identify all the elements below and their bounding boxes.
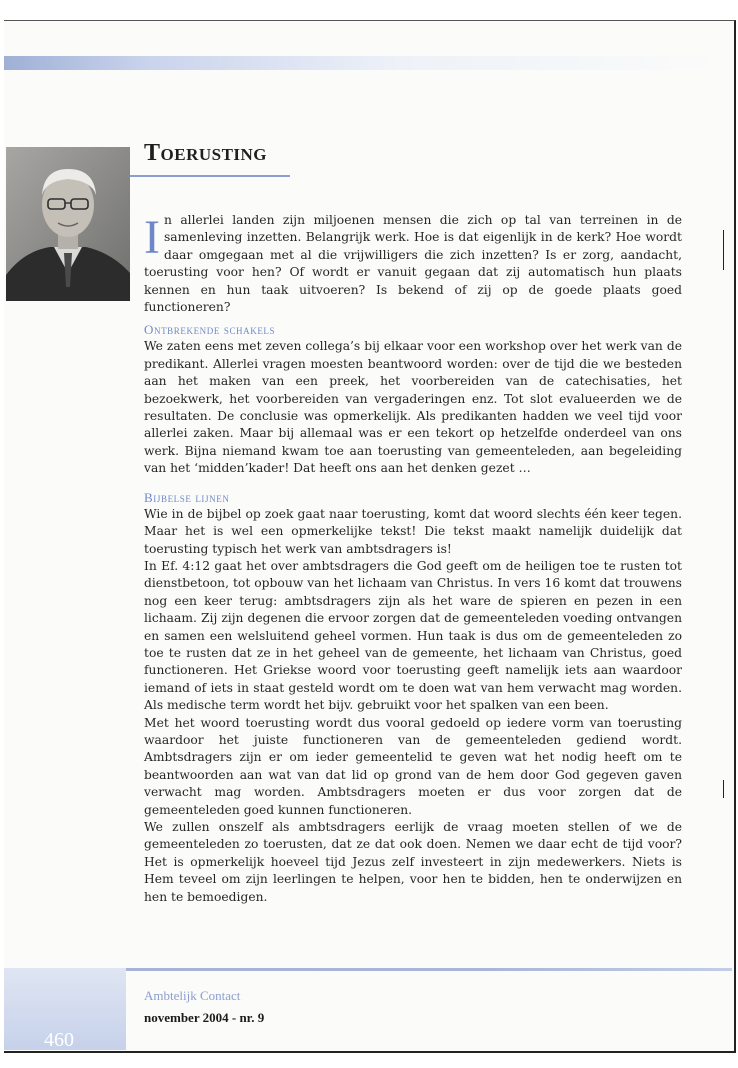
author-portrait — [6, 147, 130, 301]
margin-mark — [723, 780, 724, 798]
article-title: Toerusting — [144, 140, 268, 166]
section-paragraph: We zullen onszelf als ambtsdragers eerlijk de vraag moeten stellen of we de gemeenteleden zo toerusten, dat ze dat ook doen. Nemen we daar echt de tijd voor? Het is opmerkelijk hoeveel tijd Jezus zelf investeert in zijn medewerkers. Niets is Hem teveel om zijn leerlingen te helpen, voor hen te bidden, hen te onderwijzen en hen te bemoedigen. — [144, 820, 682, 904]
section-heading-ontbrekende-schakels: Ontbrekende schakels — [144, 322, 276, 338]
article-body — [144, 212, 682, 906]
intro-paragraph — [144, 212, 682, 316]
section-heading-bijbelse-lijnen: Bijbelse lijnen — [144, 489, 230, 505]
section-paragraph: In Ef. 4:12 gaat het over ambtsdragers die God geeft om de heiligen toe te rusten tot dienstbetoon, tot opbouw van het lichaam van Christus. In vers 16 komt dat trouwens nog een keer terug: ambtsdragers zijn als het ware de spieren en pezen in een lichaam. Zij zijn degenen die ervoor zorgen dat de gemeenteleden voeding ontvangen en samen een welsluitend geheel vormen. Hun taak is dus om de gemeenteleden zo toe te rusten dat ze in het geheel van de gemeente, het lichaam van Christus, goed functioneren. Het Griekse woord voor toerusting geeft namelijk iets aan waardoor iemand of iets in staat gesteld wordt om te doen wat van hem verwacht mag worden. Als medische term wordt het bijv. gebruikt voor het spalken van een been. — [144, 558, 682, 713]
drop-cap: I — [144, 211, 160, 264]
section-paragraph: Met het woord toerusting wordt dus vooral gedoeld op iedere vorm van toerusting waardoor het juiste functioneren van de gemeenteleden gediend wordt. Ambtsdragers zijn er om ieder gemeentelid te geven wat het nodig heeft om te beantwoorden aan wat van dat lid op grond van de hem door God gegeven gaven verwacht mag worden. Ambtsdragers moeten er dus voor zorgen dat de gemeenteleden goed kunnen functioneren. — [144, 715, 682, 817]
section-paragraph: Wie in de bijbel op zoek gaat naar toerusting, komt dat woord slechts één keer tegen. Maar het is wel een opmerkelijke tekst! Die tekst maakt namelijk duidelijk dat toerusting typisch het werk van ambtsdragers is! — [144, 506, 682, 556]
intro-text: n allerlei landen zijn miljoenen mensen die zich op tal van terreinen in de samenleving inzetten. Belangrijk werk. Hoe is dat eigenlijk in de kerk? Hoe wordt daar omgegaan met al die vrijwilligers die zich inzetten? Is er zorg, aandacht, toerusting voor hen? Of wordt er vanuit gegaan dat zij automatisch hun plaats kennen en hun taak uitvoeren? Is bekend of zij op de goede plaats goed functioneren? — [144, 213, 682, 315]
footer-rule — [126, 968, 732, 971]
issue-label: november 2004 - nr. 9 — [144, 1010, 265, 1025]
header-color-band — [4, 56, 720, 70]
author-portrait-image — [6, 147, 130, 301]
page-number: 460 — [44, 1029, 74, 1051]
section-paragraph: We zaten eens met zeven collega’s bij elkaar voor een workshop over het werk van de predikant. Allerlei vragen moesten beantwoord worden: over de tijd die we besteden aan het maken van een preek, het voorbereiden van de catechisaties, het bezoekwerk, het voorbereiden van vergaderingen enz. Tot slot evalueerden we de resultaten. De conclusie was opmerkelijk. Als predikanten hadden we veel tijd voor allerlei zaken. Maar bij allemaal was er een tekort op hetzelfde onderdeel van ons werk. Bijna niemand kwam toe aan toerusting van gemeenteleden, aan begeleiding van het ‘midden’kader! Dat heeft ons aan het denken gezet … — [144, 339, 682, 476]
publication-name: Ambtelijk Contact — [144, 988, 241, 1003]
title-underline — [130, 175, 290, 177]
margin-mark — [723, 230, 724, 270]
